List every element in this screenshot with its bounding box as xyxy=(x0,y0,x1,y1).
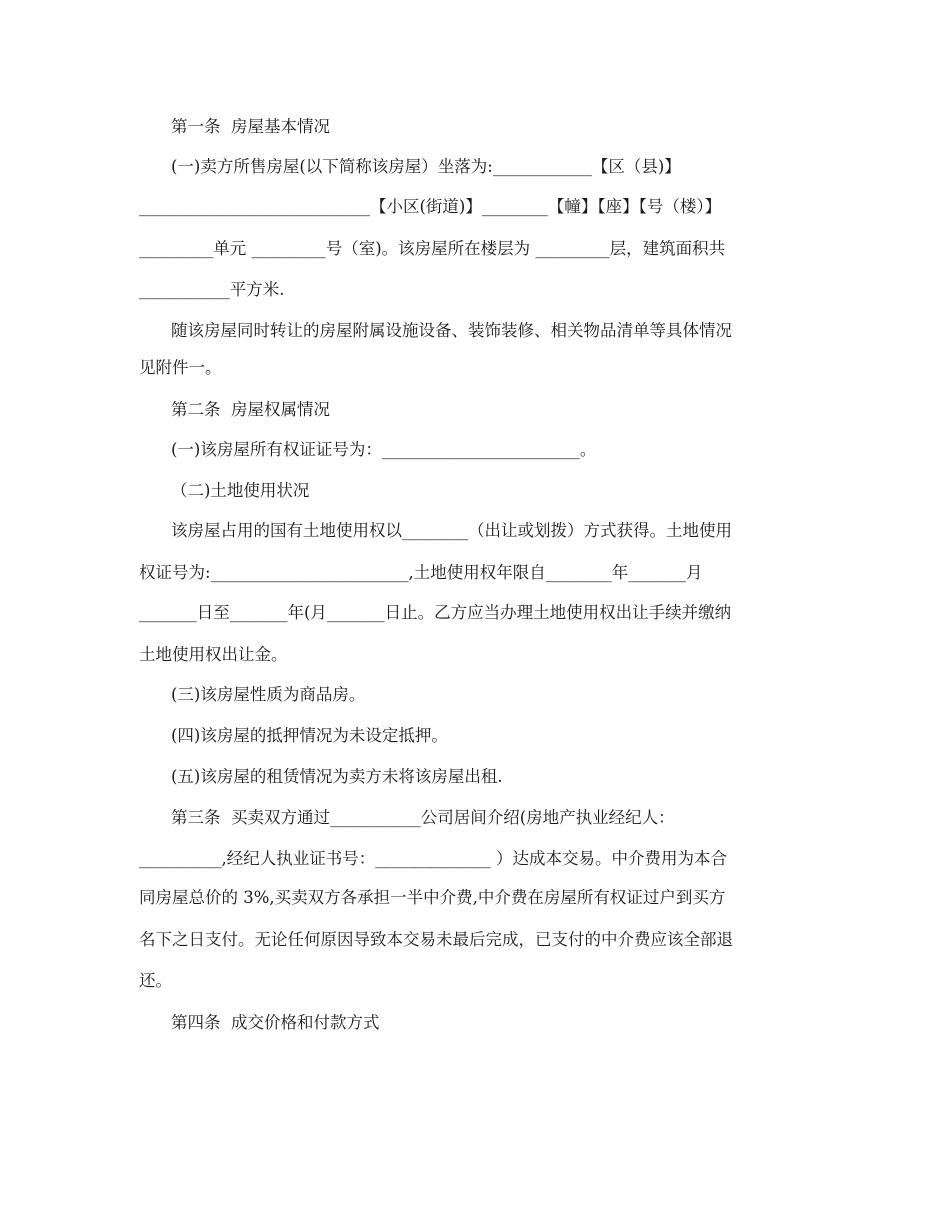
article-4-heading: 第四条 成交价格和付款方式 xyxy=(171,1013,380,1032)
land-use-paragraph-cont-2: _______日至_______年(月_______日止。乙方应当办理土地使用权出让手续并缴纳 xyxy=(139,603,732,622)
article-1-clause-1: (一)卖方所售房屋(以下简称该房屋）坐落为:____________【区（县)】 xyxy=(171,157,681,176)
article-2-clause-3: (三)该房屋性质为商品房。 xyxy=(171,685,366,704)
attachment-paragraph: 随该房屋同时转让的房屋附属设施设备、装饰装修、相关物品清单等具体情况 xyxy=(171,321,732,340)
land-use-paragraph-cont-3: 土地使用权出让金。 xyxy=(139,645,288,664)
land-use-paragraph: 该房屋占用的国有土地使用权以________（出让或划拨）方式获得。土地使用 xyxy=(171,521,732,540)
article-2-heading: 第二条 房屋权属情况 xyxy=(171,400,330,419)
article-1-clause-1-cont-2: _________单元 _________号（室)。该房屋所在楼层为 _________层，建筑面积共 xyxy=(139,239,726,258)
land-use-paragraph-cont-1: 权证号为:________________________,土地使用权年限自________年_______月 xyxy=(139,563,703,582)
article-2-clause-1: (一)该房屋所有权证证号为：________________________。 xyxy=(171,440,597,459)
article-3-paragraph-cont-2: 同房屋总价的 3%,买卖双方各承担一半中介费,中介费在房屋所有权证过户到买方 xyxy=(139,888,726,907)
article-2-clause-4: (四)该房屋的抵押情况为未设定抵押。 xyxy=(171,726,448,745)
article-1-clause-1-cont-1: ____________________________【小区(街道)】________【幢】【座】【号（楼）】 xyxy=(139,197,722,216)
article-3-paragraph-cont-4: 还。 xyxy=(139,971,172,990)
article-1-heading: 第一条 房屋基本情况 xyxy=(171,117,330,136)
article-1-clause-1-cont-3: ___________平方米. xyxy=(139,280,285,299)
article-2-clause-2: （二)土地使用状况 xyxy=(171,481,310,500)
article-2-clause-5: (五)该房屋的租赁情况为卖方未将该房屋出租. xyxy=(171,767,503,786)
article-3-paragraph-cont-3: 名下之日支付。无论任何原因导致本交易未最后完成，已支付的中介费应该全部退 xyxy=(139,930,733,949)
attachment-paragraph-cont: 见附件一。 xyxy=(139,358,222,377)
article-3-paragraph: 第三条 买卖双方通过___________公司居间介绍(房地产执业经纪人： xyxy=(171,808,675,827)
article-3-paragraph-cont-1: __________,经纪人执业证书号：______________ ）达成本交易。中介费用为本合 xyxy=(139,849,727,868)
